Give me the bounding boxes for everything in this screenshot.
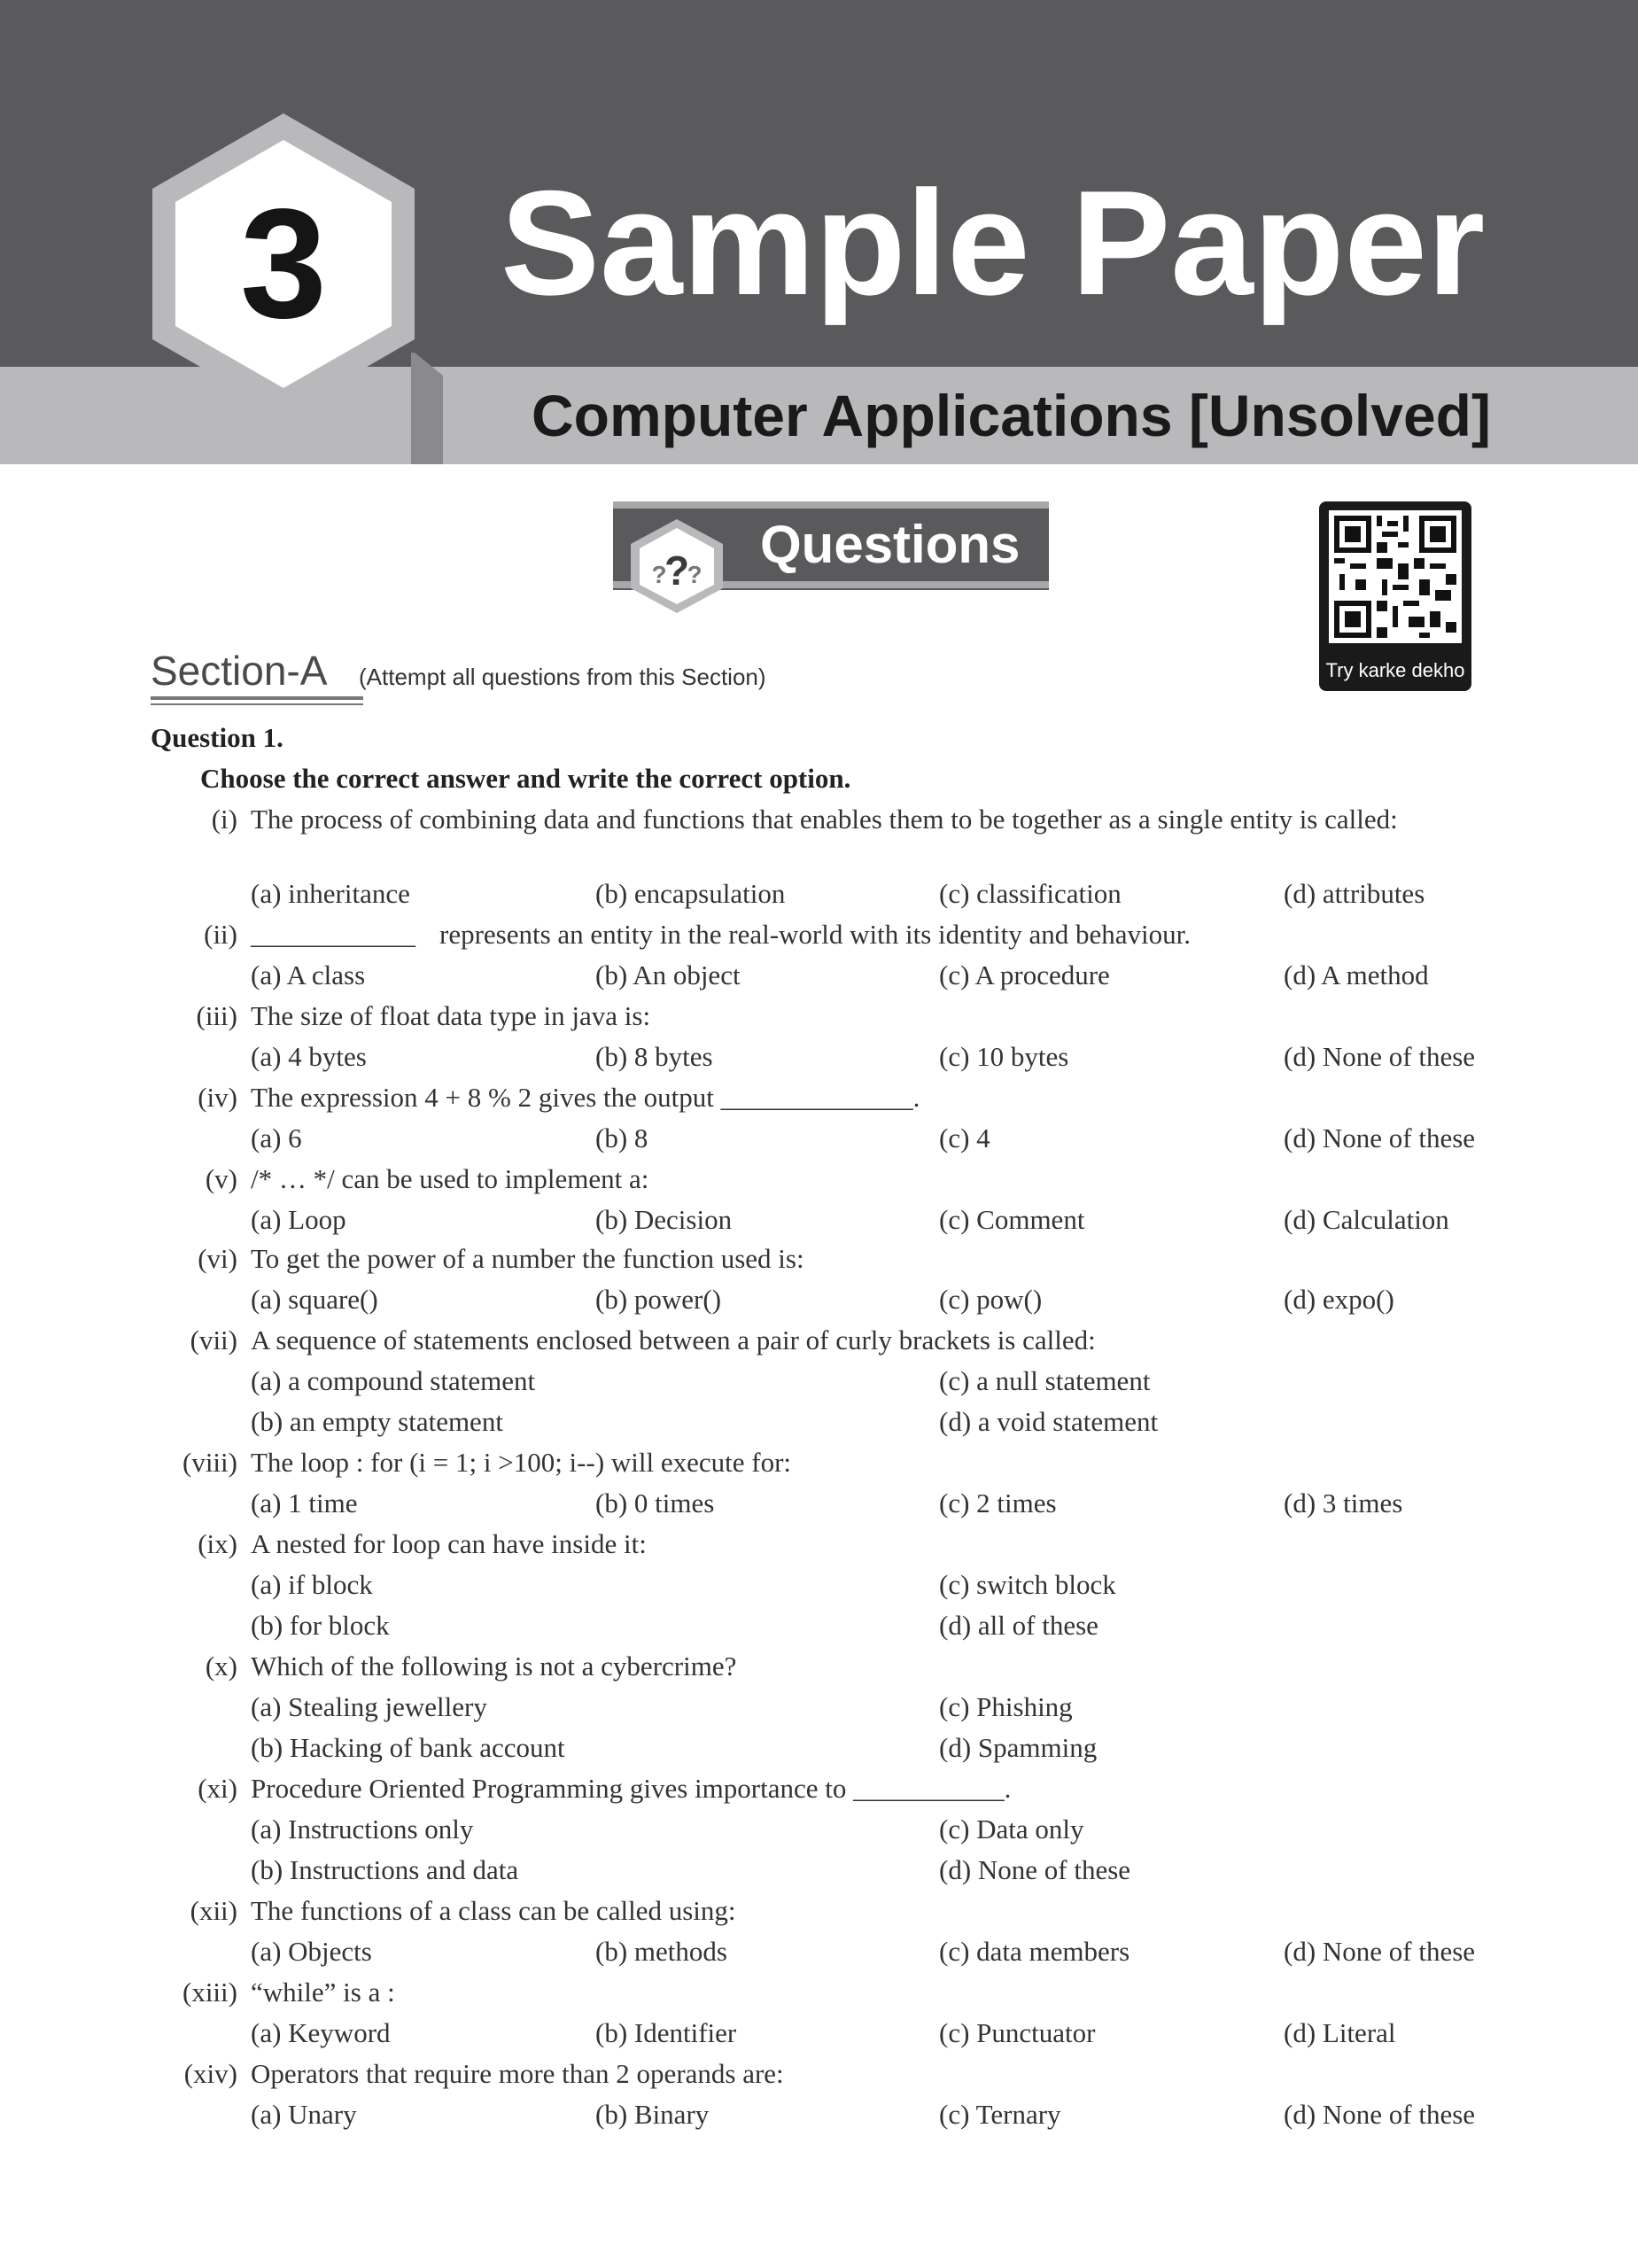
- option: (d) attributes: [1284, 878, 1425, 909]
- option: (d) Spamming: [939, 1732, 1098, 1763]
- option: (a) A class: [251, 959, 366, 990]
- option: (b) power(): [595, 1284, 722, 1315]
- item-number: (iii): [196, 1000, 237, 1031]
- option: (d) None of these: [1284, 1936, 1476, 1967]
- page-title: Sample Paper: [501, 159, 1486, 326]
- option: (b) for block: [251, 1610, 390, 1641]
- item-stem: The functions of a class can be called using:: [251, 1895, 736, 1926]
- option: (b) Binary: [595, 2099, 710, 2130]
- option: (a) Unary: [251, 2099, 357, 2130]
- option: (b) 8: [595, 1122, 648, 1153]
- option: (c) switch block: [939, 1569, 1116, 1600]
- option: (a) 1 time: [251, 1487, 358, 1518]
- option: (d) None of these: [1284, 1122, 1476, 1153]
- banner-top-stripe: [613, 501, 1049, 509]
- option: (c) Ternary: [939, 2099, 1061, 2130]
- option: (a) 6: [251, 1122, 302, 1153]
- item-stem: The size of float data type in java is:: [251, 1000, 651, 1031]
- item-number: (iv): [198, 1082, 237, 1113]
- option: (c) Punctuator: [939, 2017, 1096, 2048]
- questions-banner-label: Questions: [760, 515, 1021, 574]
- item-stem: /* … */ can be used to implement a:: [251, 1163, 649, 1194]
- badge-shadow: [390, 353, 443, 464]
- section-note: (Attempt all questions from this Section): [359, 664, 766, 690]
- option: (d) expo(): [1284, 1284, 1394, 1315]
- option: (a) Stealing jewellery: [251, 1691, 487, 1722]
- option: (b) encapsulation: [595, 878, 786, 909]
- option: (b) Instructions and data: [251, 1854, 519, 1885]
- item-stem: “while” is a :: [251, 1977, 395, 2008]
- section-underline-thin: [151, 703, 363, 705]
- option: (d) 3 times: [1284, 1487, 1403, 1518]
- option: (b) Identifier: [595, 2017, 737, 2048]
- item-number: (xii): [190, 1895, 237, 1926]
- item-number: (xiii): [182, 1977, 237, 2008]
- item-stem: represents an entity in the real-world with its identity and behaviour.: [439, 919, 1191, 950]
- option: (d) A method: [1284, 959, 1429, 990]
- option: (c) Phishing: [939, 1691, 1073, 1722]
- item-stem: The loop : for (i = 1; i >100; i--) will execute for:: [251, 1447, 792, 1478]
- option: (d) None of these: [1284, 2099, 1476, 2130]
- section-title: Section-A: [151, 648, 328, 694]
- item-number: (xi): [198, 1773, 237, 1804]
- item-number: (ix): [198, 1528, 237, 1559]
- option: (a) Objects: [251, 1936, 372, 1967]
- option: (a) a compound statement: [251, 1365, 536, 1396]
- item-stem: To get the power of a number the function used is:: [251, 1243, 804, 1274]
- option: (a) if block: [251, 1569, 373, 1600]
- option: (c) 10 bytes: [939, 1041, 1069, 1072]
- item-stem: A nested for loop can have inside it:: [251, 1528, 647, 1559]
- item-number: (xiv): [183, 2058, 237, 2089]
- qr-caption: Try karke dekho: [1325, 659, 1465, 681]
- item-stem: Which of the following is not a cybercrime?: [251, 1651, 737, 1682]
- item-number: (v): [205, 1163, 237, 1194]
- option: (a) square(): [251, 1284, 378, 1315]
- qr-code-icon[interactable]: [1329, 510, 1462, 643]
- item-stem: Operators that require more than 2 operands are:: [251, 2058, 784, 2089]
- item-number: (vii): [190, 1324, 237, 1355]
- item-stem: The process of combining data and functions that enables them to be together as a single entity is called:: [251, 804, 1398, 835]
- option: (a) Loop: [251, 1204, 346, 1235]
- option: (c) 4: [939, 1122, 990, 1153]
- option: (c) a null statement: [939, 1365, 1151, 1396]
- option: (b) Hacking of bank account: [251, 1732, 565, 1763]
- option: (d) Literal: [1284, 2017, 1396, 2048]
- option: (a) Instructions only: [251, 1814, 474, 1845]
- option: (c) A procedure: [939, 959, 1110, 990]
- option: (b) 8 bytes: [595, 1041, 713, 1072]
- svg-text:?: ?: [664, 548, 690, 594]
- option: (b) 0 times: [595, 1487, 715, 1518]
- item-stem: Procedure Oriented Programming gives importance to ___________.: [251, 1773, 1012, 1804]
- item-number: (ii): [204, 919, 237, 950]
- option: (a) inheritance: [251, 878, 410, 909]
- item-stem: The expression 4 + 8 % 2 gives the output ______________.: [251, 1082, 920, 1113]
- option: (d) None of these: [939, 1854, 1131, 1885]
- item-number: (x): [205, 1651, 237, 1682]
- svg-text:?: ?: [687, 561, 703, 588]
- item-number: (vi): [198, 1243, 237, 1274]
- option: (d) a void statement: [939, 1406, 1159, 1437]
- option: (c) classification: [939, 878, 1122, 909]
- option: (d) None of these: [1284, 1041, 1476, 1072]
- item-number: (i): [211, 804, 237, 835]
- option: (b) methods: [595, 1936, 727, 1967]
- question-mark-hexagon-icon: [624, 517, 730, 615]
- option: (b) An object: [595, 959, 741, 990]
- item-blank: ____________: [251, 919, 415, 950]
- option: (b) Decision: [595, 1204, 733, 1235]
- option: (c) 2 times: [939, 1487, 1057, 1518]
- page-subtitle: Computer Applications [Unsolved]: [532, 383, 1491, 448]
- question-instruction: Choose the correct answer and write the correct option.: [200, 763, 851, 794]
- item-number: (viii): [182, 1447, 237, 1478]
- option: (c) pow(): [939, 1284, 1043, 1315]
- item-stem: A sequence of statements enclosed between a pair of curly brackets is called:: [251, 1324, 1096, 1355]
- paper-number: 3: [240, 177, 327, 351]
- option: (a) Keyword: [251, 2017, 391, 2048]
- option: (c) Comment: [939, 1204, 1085, 1235]
- option: (a) 4 bytes: [251, 1041, 367, 1072]
- option: (d) Calculation: [1284, 1204, 1449, 1235]
- svg-text:?: ?: [651, 561, 667, 588]
- option: (d) all of these: [939, 1610, 1098, 1641]
- section-underline: [151, 696, 363, 700]
- question-title: Question 1.: [151, 722, 283, 753]
- option: (b) an empty statement: [251, 1406, 503, 1437]
- option: (c) data members: [939, 1936, 1130, 1967]
- option: (c) Data only: [939, 1814, 1084, 1845]
